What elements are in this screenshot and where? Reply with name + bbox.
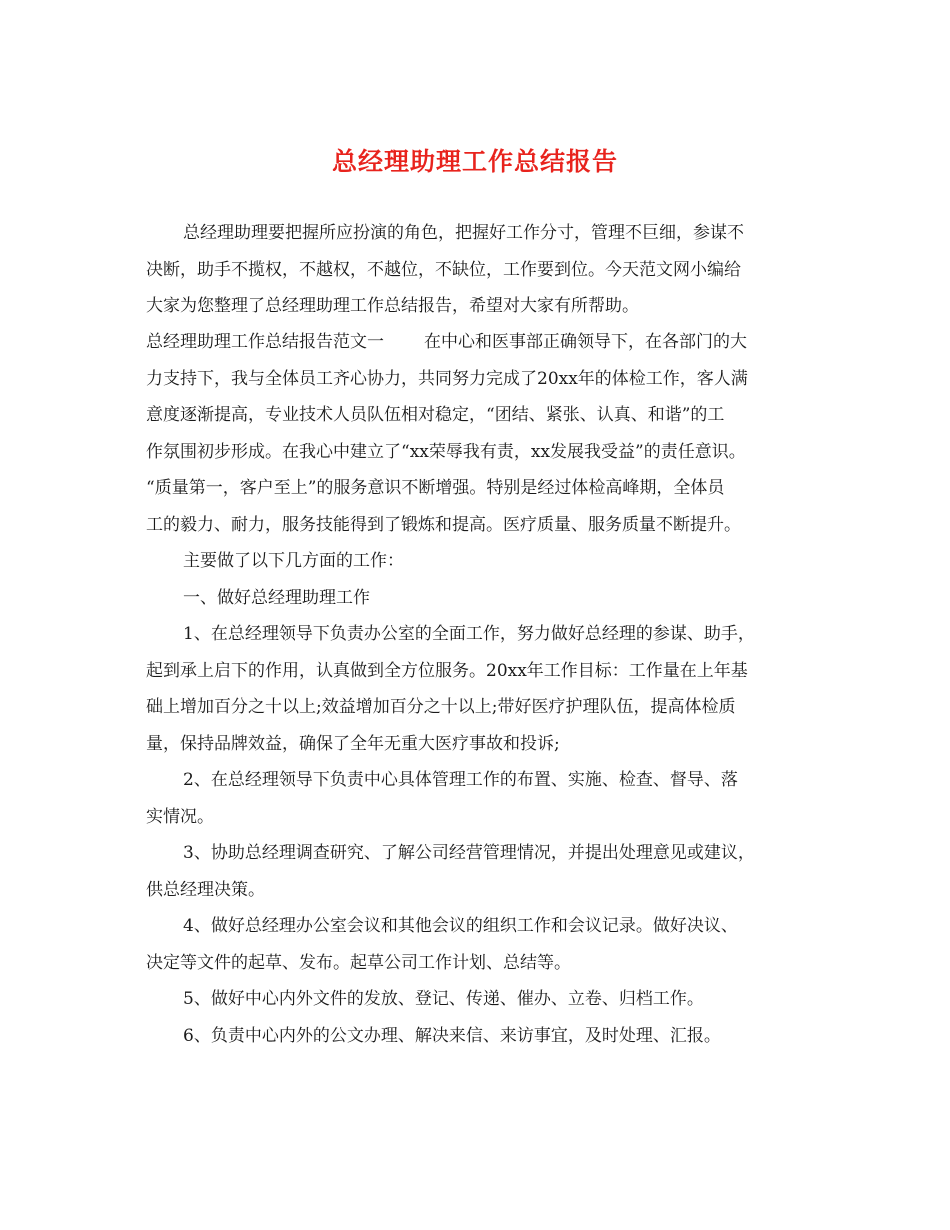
paragraph-line: 意度逐渐提高，专业技术人员队伍相对稳定，“团结、紧张、认真、和谐”的工 (146, 405, 725, 425)
paragraph-line: “质量第一，客户至上”的服务意识不断增强。特别是经过体检高峰期，全体员 (146, 478, 725, 498)
list-item-line: 起到承上启下的作用，认真做到全方位服务。20xx年工作目标：工作量在上年基 (146, 661, 748, 681)
section-heading: 总经理助理工作总结报告范文一 (146, 332, 384, 352)
list-item-line: 5、做好中心内外文件的发放、登记、传递、催办、立卷、归档工作。 (183, 989, 704, 1009)
paragraph-line: 力支持下，我与全体员工齐心协力，共同努力完成了20xx年的体检工作，客人满 (146, 369, 748, 389)
list-item-line: 础上增加百分之十以上;效益增加百分之十以上;带好医疗护理队伍，提高体检质 (146, 697, 736, 717)
list-item-line: 2、在总经理领导下负责中心具体管理工作的布置、实施、检查、督导、落 (183, 770, 738, 790)
paragraph-line: 主要做了以下几方面的工作： (183, 551, 404, 571)
list-item-line: 供总经理决策。 (146, 880, 265, 900)
paragraph-line: 总经理助理要把握所应扮演的角色，把握好工作分寸，管理不巨细，参谋不 (183, 223, 744, 243)
paragraph-line: 作氛围初步形成。在我心中建立了“xx荣辱我有责，xx发展我受益”的责任意识。 (146, 442, 746, 462)
list-heading: 一、做好总经理助理工作 (183, 588, 370, 608)
list-item-line: 量，保持品牌效益，确保了全年无重大医疗事故和投诉; (146, 734, 560, 754)
paragraph-line: 决断，助手不揽权，不越权，不越位，不缺位，工作要到位。今天范文网小编给 (146, 260, 741, 280)
paragraph-line (146, 330, 747, 354)
list-item-line: 实情况。 (146, 807, 214, 827)
list-item-line: 4、做好总经理办公室会议和其他会议的组织工作和会议记录。做好决议、 (183, 916, 738, 936)
paragraph-line: 工的毅力、耐力，服务技能得到了锻炼和提高。医疗质量、服务质量不断提升。 (146, 515, 741, 535)
list-item-line: 决定等文件的起草、发布。起草公司工作计划、总结等。 (146, 953, 571, 973)
document-title: 总经理助理工作总结报告 (331, 147, 618, 176)
paragraph-line: 大家为您整理了总经理助理工作总结报告，希望对大家有所帮助。 (146, 296, 639, 316)
paragraph-text: 在中心和医事部正确领导下，在各部门的大 (424, 332, 747, 352)
list-item-line: 6、负责中心内外的公文办理、解决来信、来访事宜，及时处理、汇报。 (183, 1026, 721, 1046)
list-item-line: 1、在总经理领导下负责办公室的全面工作，努力做好总经理的参谋、助手， (183, 624, 755, 644)
list-item-line: 3、协助总经理调查研究、了解公司经营管理情况，并提出处理意见或建议， (183, 843, 755, 863)
